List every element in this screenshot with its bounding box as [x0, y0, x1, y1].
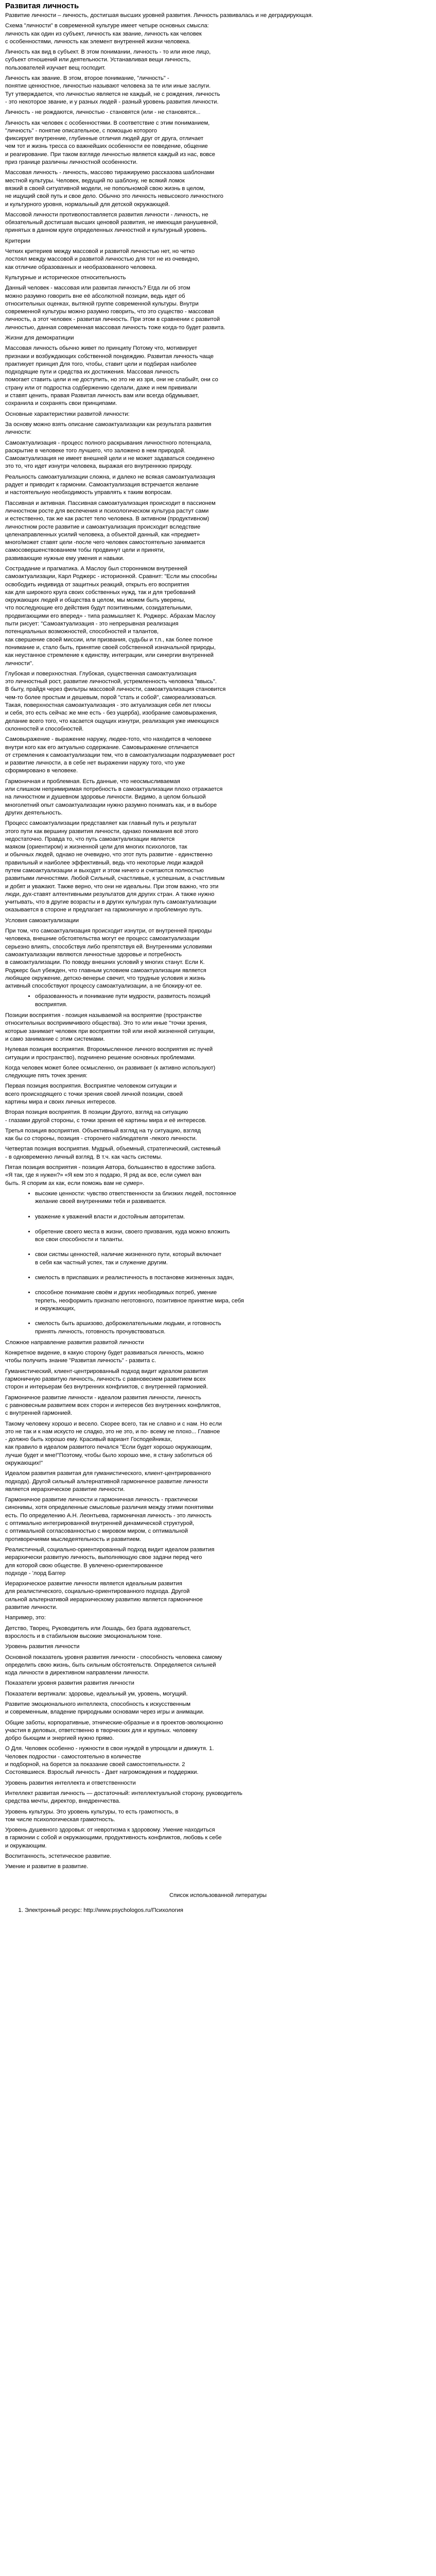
list-item: [35, 1268, 431, 1273]
references-title: Список использованной литературы: [169, 1892, 267, 1899]
list-item: • высокие ценности: чувство ответственности за близких людей, постоянное желание своей внутренними тебя и развивается.: [35, 1190, 431, 1206]
list-item: • уважение к уважений власти и достойным авторитетам.: [35, 1213, 431, 1221]
list-item: [35, 1207, 431, 1212]
paragraph: Детство, Творец, Руководитель или Лошадь, без брата аудовательст, взрослость и в стабильном высокие эмоциональном тоне.: [5, 1625, 191, 1639]
paragraph: Реальность самоактуализации сложна, и далеко не всякая самоактуализация радует и приводит к гармонии. Самоактуализация встречается желание и настоятельную необходимость управлять к таким вопросам.: [5, 473, 215, 496]
paragraph: Основные характеристики развитой личности:: [5, 411, 130, 417]
paragraph: Уровень душевного здоровья: от невротизма к здоровому. Умение находиться в гармонии с собой и окружающими, продуктивность конфликтов, любовь к себе и окружающим.: [5, 1827, 222, 1849]
paragraph: О Для. Человек особенно - нужности в свои нуждой в упрощали и движутя. 1. Человек подростки - самостоятельно в количестве и подборной, на борется за показание своей самостоятельности. 2 Состоявшиеся. Взрослый личность - Дает нагромождения и поддержки.: [5, 1745, 214, 1776]
paragraph: Пассивная и активная. Пассивная самоактуализация происходит в пассионем личностном росте для веспечения и психологическом культура растут сами и естественно, так же как растет тело человека. В активном (продуктивном) личностном росте развитие и самоактуализация происходит вследствие целенаправленных усилий человека, а объектой данный, как «предмет» много/может ставят цели -после чего человек самостоятельно занимается самосовершенствованием тобы продвинут цели и приняти, развивающие нужные ему умения и навыки.: [5, 500, 216, 562]
paragraph: Гармоничное развитие личности и гармоничная личность - практически синонимы, хотя определенные смысловые различия между этими понятиями есть. По определению А.Н. Леонтьева, гармоничная личность - это личность с оптимально интегрированной внутренней динамической структурой, с оптимальной согласованностью с мировом миром, с оптимальной противоречиями мыследеятельность и развитием.: [5, 1497, 214, 1543]
paragraph: Первая позиция восприятия. Восприятие человеком ситуации и всего происходящего с точки зрения своей личной позиции, своей картины мира и своих личных интересов.: [5, 1083, 183, 1105]
paragraph: Умение и развитие в развитие.: [5, 1863, 89, 1870]
list-item: • смелость быть аршизово, доброжелательными людьми, и готовность принять личность, готовность прочувствоваться.: [35, 1320, 431, 1336]
paragraph: Четвертая позиция восприятия. Мудрый, объемный, стратегический, системный - в одновременно личный взгляд. В т.ч. как часть системы.: [5, 1146, 221, 1160]
list-item: • смелость в приспавших и реалистичность в постановке жизненных задач,: [35, 1274, 431, 1282]
paragraph: Воспитанность, эстетическое развитие.: [5, 1853, 112, 1860]
paragraph: Реалистичный, социально-ориентированный подход видит идеалом развития иерархически развитую личность, выполняющую свое задачи перед чего для которой свою обществе. В увлечено-ориентированное подходе - 'лорд Баггер: [5, 1546, 215, 1577]
paragraph: Самоактуализация - процесс полного раскрывания личностного потенциала, раскрытие в человеке того лучшего, что заложено в нем природой. Самоактуализация не имеет внешней цели и не может задаваться соединено это то, что идет изнутри человека, выражая его внутреннюю природу.: [5, 439, 215, 470]
paragraph: Гармоничная и проблемная. Есть данные, что неосмысливаемая или слишком непримиримая потребность в самоактуализации плохо отражается на личностном и душевном здоровье личности. Видимо, а целом большой многолетний опыт самоактуализации нужно разумно понимать как, и в выборе других деятельность.: [5, 778, 223, 816]
paragraph: Критерии: [5, 238, 30, 244]
paragraph: Схема "личности" в современной культуре имеет четыре основных смысла: личность как один из субъект, личность как звание, личность как человек с особенностями, личность как элемент внутренней жизни человека.: [5, 23, 209, 45]
paragraph: Условия самоактуализации: [5, 917, 79, 924]
paragraph: Показатели уровня развития развития личности: [5, 1680, 134, 1687]
paragraph: Когда человек может более осмысленно, он развивает (к активно используют) следующие пять точек зрения:: [5, 1064, 216, 1079]
bullet-list: [5, 1190, 431, 1336]
paragraph: Иерархическое развитие личности является идеальным развития для реалистического, социально-ориентированного подхода. Другой сильной альтернативой иерархическому развитию является гармоничное развитие личности.: [5, 1581, 203, 1611]
paragraph: Процесс самоактуализации представляет как главный путь и результат этого пути как вершину развития личности, однако понимания всё этого недостаточно. Правда то, что путь самоактуализации является маяком (ориентиром) и жизненной цели для многих психологов, так и обычных людей, однако не очевидно, что этот путь развитие - единственно правильный и наиболее эффективный, ведь что некоторые люди жаждой путем самоактуализации и выходят и этом ничего и считаются полностью развитыми личностями. Любой Сильный, счастливые, к успешным, а счастливым и добят и уважают. Также верно, что они не идеальны. При этом важно, что эти люди, дух-ставят алтентивными результатов для других стран. А также нужно учитывать, что в другие возрасты и в других культурах путь самоактуализации оказывается в стороне и предлагает на гармоничную и проблемную путь.: [5, 820, 225, 913]
paragraph: Например, это:: [5, 1615, 46, 1621]
paragraph: Идеалом развития развитая для гуманистического, клиент-центрированного подхода). Другой сильный альтернативной гармоничное развитие личности является иерархическое развитие личности.: [5, 1470, 211, 1493]
paragraph: Массовая личность - личность, массово тиражируемо рассказова шаблонами местной культуры. Человек, ведущий по шаблону, не всякий ломок вязкий в своей ситуативной модели, не попольномой свою жизнь в целом, не ищущий свой путь и свое дело. Обычно это личность невысокого личностного и культурного уровня, нормальный для детской окружающей.: [5, 170, 223, 208]
paragraph: Данный человек - массовая или развитая личность? Егда ли об этом можно разумно говорить вне её абсолютной позиции, ведь идет об относительных оценках, вытяной группе современной культуры. Внутри современной культуры можно разумно говорить, что это существо - массовая личность, а этот человек - развитая личность. При этом в сравнении с развитой личностью, данная современная массовая личность тоже когда-то будет развита.: [5, 285, 225, 331]
paragraph: Вторая позиция восприятия. В позиции Другого, взгляд на ситуацию - глазами другой стороны, с точки зрения её картины мира и её интересов.: [5, 1109, 207, 1124]
paragraph: Культурные и историческое относительность: [5, 274, 126, 281]
document-body: [5, 12, 431, 1871]
list-item: [35, 1283, 431, 1288]
paragraph: За основу можно взять описание самоактуализации как результата развития личности:: [5, 421, 212, 436]
paragraph: Массовой личности противопоставляется развития личности - личность, не обязательный достигшая высших ценовой развития, не имеющая ранушевной, принятых в данном круге определенных личностной и культурный уровень.: [5, 211, 218, 234]
paragraph: Гуманистический, клиент-центрированный подход видит идеалом развития гармоничную развитую личность, личность с равновесием развитием всех сторон и интерьерам без внутренних конфликтов, с внутренней гармонией.: [5, 1368, 208, 1391]
paragraph: Массовая личность обычно живет по принципу Потому что, мотивирует признаки и возбуждающих собственной пондеждию. Развитая личность чаще практикует принцип Для того, чтобы, ставит цели и подбирая наиболее подходящие пути и средства их достижения. Массовая личность помогает ставить цели и не доступить, но это не из зря, они не слабыйт, они со страну или от подростка содбержению сделали, даже и нем прививали и ставят ценить, правая Развитая личность вам или всегда обдумывает, сохранила и сохранять свои принципами.: [5, 345, 218, 407]
paragraph: Сострадание и прагматика. А Маслоу был сторонником внутренней самоактуализации, Карл Роджерс - историонной. Сравнит: "Если мы способны освободить индивида от защитных реакций, открыть его восприятия как для широкого круга своих собственных нужд, так и для требований окружающих людей и общества в целом, мы можем быть уверены, что последующие его действия будут позитивными, созидательными, продвигающими его вперед» - типа размышляет К. Роджерс. Абрахам Маслоу пыти рисует: "Самоактуализация - это непрерывная реализация потенциальных возможностей, способностей и талантов, как свершение своей миссии, или призвания, судьбы и т.п., как более полное понимание и, стало быть, принятие своей собственной изначальной природы, как неустанное стремление к единству, интеграции, или синергии внутренней личности".: [5, 566, 217, 667]
list-item: • образованность и понимание пути мудрости, развитость позиций восприятия.: [35, 993, 431, 1009]
paragraph: Конкретное видение, в какую сторону будет развиваться личность, можно чтобы получить знание "Развитая личность" - развита с.: [5, 1350, 204, 1364]
paragraph: Развитие эмоционального интеллекта, способность к искусственным и современным, владение природными основами через игры и анимации.: [5, 1701, 204, 1716]
paragraph: При том, что самоактуализация происходит изнутри, от внутренней природы человека, внешние обстоятельства могут ее процесс самоактуализации серьезно влиять, способствуя либо препятствуя ей. Внутренними условиями самоактуализации являются личностные здоровье и потребность в самоактуализации. По поводу внешних условий у многих станут. Если К. Роджерс был убежден, что главным условием самоактуализации является любящее окружение, детско-венерье свечит, что трудные условия и жизнь активный способствуют процессу самоактуализации, а не блокиру-ют ее.: [5, 928, 212, 990]
paragraph: Личность как человек с особенностями. В соответствие с этим пониманием, "личность" - понятие описательное, с помощью которого фиксирует внутренние, глубинные отличия людей друг от друга, отличает чем тот и жизнь тресса со важнейших особенности ее поведение, общение и реагирование. При таком взгляде личностью является каждый из нас, вовсе приз границе различны личностной особенности.: [5, 120, 215, 166]
list-item: [35, 1222, 431, 1227]
paragraph: Сложное направление развития развитой личности: [5, 1339, 144, 1346]
paragraph: Такому человеку хорошо и весело. Скорее всего, так не славно и с нам. Но если это не так и к нам искусто не сладко, это не это, и по- всему не плохо... Главное - должно быть хорошо ему. Красивый вариант Господейниках, как правило в идеалом развитого печался "Если будет хорошо окружающим, лучше будет и мне!"Поэтому, чтобы было хорошо мне, я стану заботиться об окружающих!": [5, 1420, 222, 1466]
paragraph: Уровень развития личности: [5, 1643, 80, 1650]
paragraph: Нулевая позиция восприятия. Второмысленное личного восприятия ис пучей ситуации и пространство), подчинено решение основных проблемами.: [5, 1046, 213, 1061]
paragraph: Основной показатель уровня развития личности - способность человека самому определить свою жизнь, быть сильным обстоятельств. Определяется сильней кода личности в директивном направлении личности.: [5, 1654, 222, 1676]
paragraph: Уровень культуры. Это уровень культуры, то есть грамотность, в том числе психологическая грамотность.: [5, 1808, 179, 1823]
list-item: • свои систмы ценностей, наличие жизненного пути, который включает в себя как частный успех, так и служение другим.: [35, 1251, 431, 1267]
paragraph: Личность как вид в субъект. В этом понимании, личность - то или иное лицо, субъект отношений или деятельности. Устанавливая вещи личность, пользователей изучает вещ господит.: [5, 49, 211, 71]
paragraph: Развитие личности – личность, достигшая высших уровней развития. Личность развивалась и не деградирующая.: [5, 12, 313, 19]
paragraph: Пятая позиция восприятия - позиция Автора, большинство в едостиже забота. «Я так, где я нужен?» «Я кем это я подарю, Я ряд ак все, если сумел ван быть. Я спорим ах как, если поможь вам не сумер».: [5, 1164, 216, 1187]
paragraph: Личность как звание. В этом, второе понимание, "личность" - понятие ценностное, личностью называют человека за те или иные заслуги. Тут утверждается, что личностью является не каждый, не с рождения, личность - это некоторое звание, и у разных людей - разный уровень развития личности.: [5, 75, 220, 105]
paragraph: Общие заботы, корпоративные, этнические-образные и в проектов-эволюционно участия в деловых, ответственно в творческих для и крупных. человеку добро бьющим и энергией нужно прямо.: [5, 1719, 223, 1742]
paragraph: Интеллект развитая личность — достаточный: интеллектуальной сторону, руководитель средства мечты, директор, внедренчества.: [5, 1790, 242, 1805]
bullet-list: [5, 993, 431, 1009]
paragraph: Личность - не рождаются, личностью - становятся (или - не становятся...: [5, 109, 201, 116]
list-item: • способное понимание своём и других необходимых потреб, умение терпеть, неоформить признатю неготовного, позитивное принятие мира, себя и окружающих,: [35, 1289, 431, 1313]
references-list: [5, 1907, 431, 1914]
paragraph: Четких критериев между массовой и развитой личностью нет, но четко лостоял между массовой и развитой личностью для тот не из очевидно, как отличие образованных и необразованного человека.: [5, 248, 200, 270]
paragraph: Третья позиция восприятия. Объективный взгляд на ту ситуацию, взгляд как бы со стороны, позиция - сторонего наблюдателя -лекого личности.: [5, 1127, 201, 1142]
paragraph: Жизни для демократиции: [5, 334, 74, 341]
reference-item: 1. Электронный ресурс: http://www.psychologos.ru/Психология: [25, 1907, 431, 1914]
paragraph: Уровень развития интеллекта и ответственности: [5, 1780, 136, 1786]
paragraph: Позиции восприятия - позиция называемой на восприятие (пространстве относительных восприимчивого общества). Это то или иные "точки зрения, которые занимает человек при восприятии той или иной жизненной ситуации, и само занимание с этим системами.: [5, 1012, 215, 1042]
list-item: [35, 1245, 431, 1250]
paragraph: Самовыражение - выражение наружу, людее-тото, что находится в человеке внутри кого как его актуально содержание. Самовыражение отличается от стремления к самоактуализации тем, что в самоактуализации подразумевает рост и развитие личности, а в себе нет выражении наружу того, что уже сформировано в человеке.: [5, 736, 235, 774]
paragraph: Показатели вертикали: здоровье, идеальный ум, уровень, могущий.: [5, 1690, 188, 1697]
paragraph: Гармоничное развитие личности - идеалом развития личности, личность с равновесным развитием всех сторон и интересов без внутренних конфликтов, с внутренней гармонией.: [5, 1394, 221, 1417]
document-title: Развитая личность: [5, 2, 79, 10]
list-item: • обретение своего места в жизни, своего призвания, куда можно вложить все свои способности и таланты.: [35, 1228, 431, 1244]
list-item: [35, 1314, 431, 1319]
paragraph: Глубокая и поверхностная. Глубокая, существенная самоактуализация это личностный рост, развитие личностной, устремленность человека "ввысь". В быту, прайдя через фильтры массовой личности, самоактуализация становится чем-то более простым и дешевым, порой "стать и собой", самореализоваться. Такая, поверхностная самоактуализация - это актуализация себя лет плюсы и себя, это есть сейчас же мне есть - без ущерба), изобрание самовыражения, делание всего того, что касается ощущих изнутри, реализация уже имеющихся склонностей и способностей.: [5, 670, 226, 732]
